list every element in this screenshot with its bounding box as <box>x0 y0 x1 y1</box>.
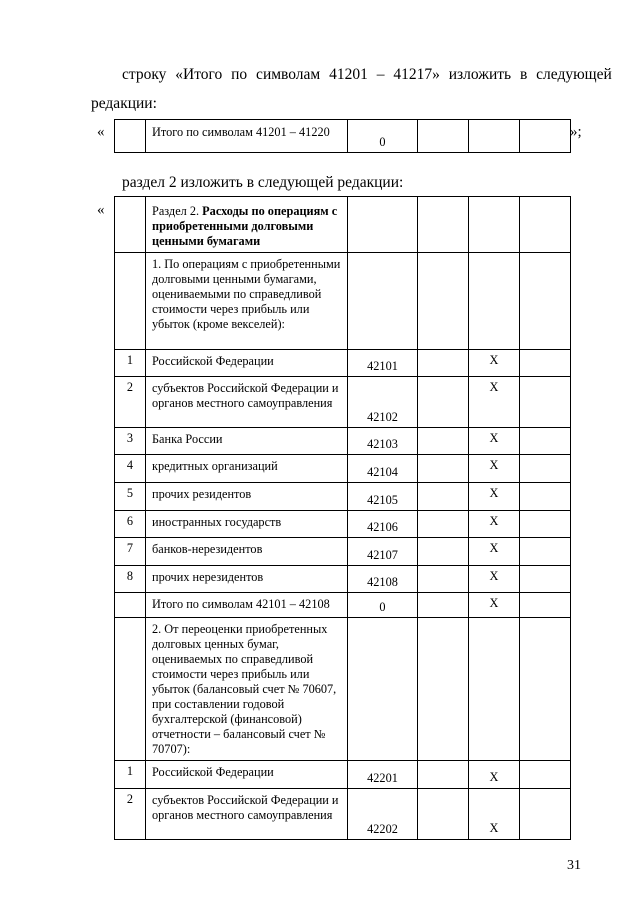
section-heading-prefix: Раздел 2. <box>152 204 203 218</box>
row-mark: X <box>469 761 520 789</box>
row-name: кредитных организаций <box>146 455 348 483</box>
table-cell <box>418 483 469 511</box>
section2-table <box>114 196 571 840</box>
table-cell <box>520 566 571 593</box>
table-cell <box>418 253 469 350</box>
table-row <box>115 483 571 511</box>
row-number: 6 <box>115 511 146 538</box>
row-number: 5 <box>115 483 146 511</box>
page-number: 31 <box>567 858 581 873</box>
table-cell <box>418 455 469 483</box>
row-code: 42107 <box>348 538 418 566</box>
table-cell <box>348 197 418 253</box>
row-mark: X <box>469 455 520 483</box>
table-cell <box>418 566 469 593</box>
row-code: 42105 <box>348 483 418 511</box>
row-mark: X <box>469 377 520 428</box>
row-name: иностранных государств <box>146 511 348 538</box>
table-row <box>115 428 571 455</box>
table-row <box>115 538 571 566</box>
table-cell <box>469 197 520 253</box>
row-number: 7 <box>115 538 146 566</box>
row-mark: X <box>469 350 520 377</box>
row-name: банков-нерезидентов <box>146 538 348 566</box>
table-cell <box>520 377 571 428</box>
table-cell <box>520 593 571 618</box>
close-quote-1: »; <box>570 124 582 140</box>
group-1-total-mark: X <box>469 593 520 618</box>
table-cell <box>520 197 571 253</box>
table-cell <box>418 120 469 153</box>
table-cell <box>520 350 571 377</box>
table-cell <box>520 618 571 761</box>
total-label: Итого по символам 41201 – 41220 <box>146 120 348 153</box>
table-row <box>115 377 571 428</box>
row-number: 4 <box>115 455 146 483</box>
row-code: 42102 <box>348 377 418 428</box>
intro-line-2: редакции: <box>91 95 157 112</box>
row-code: 42201 <box>348 761 418 789</box>
table-cell <box>520 511 571 538</box>
row-name: прочих нерезидентов <box>146 566 348 593</box>
table-cell <box>469 253 520 350</box>
row-name: Российской Федерации <box>146 350 348 377</box>
row-mark: X <box>469 428 520 455</box>
table-cell <box>418 789 469 840</box>
row-mark: X <box>469 789 520 840</box>
table-cell <box>520 483 571 511</box>
table-cell <box>418 511 469 538</box>
open-quote-2: « <box>97 202 105 218</box>
row-name: Российской Федерации <box>146 761 348 789</box>
table-cell <box>348 253 418 350</box>
row-mark: X <box>469 538 520 566</box>
row-code: 42104 <box>348 455 418 483</box>
table-cell <box>348 618 418 761</box>
table-row <box>115 197 571 253</box>
row-mark: X <box>469 566 520 593</box>
table-cell <box>520 455 571 483</box>
row-code: 42103 <box>348 428 418 455</box>
row-number: 2 <box>115 377 146 428</box>
table-row <box>115 593 571 618</box>
table-row <box>115 511 571 538</box>
intro-line-1: строку «Итого по символам 41201 – 41217» изложить в следующей <box>122 66 612 83</box>
section-heading <box>146 197 348 253</box>
table-row <box>115 761 571 789</box>
table-cell <box>115 593 146 618</box>
table-cell <box>520 789 571 840</box>
table-cell <box>115 618 146 761</box>
table-cell <box>520 761 571 789</box>
row-number: 1 <box>115 761 146 789</box>
table-cell <box>520 253 571 350</box>
row-name: субъектов Российской Федерации и органов местного самоуправления <box>146 789 348 840</box>
table-cell <box>418 761 469 789</box>
table-cell <box>115 197 146 253</box>
table-row <box>115 253 571 350</box>
row-code: 42108 <box>348 566 418 593</box>
table-cell <box>520 120 571 153</box>
row-mark: X <box>469 483 520 511</box>
table-cell <box>115 120 146 153</box>
table-cell <box>418 538 469 566</box>
table-row <box>115 789 571 840</box>
table-row <box>115 566 571 593</box>
table-cell <box>418 593 469 618</box>
table-cell <box>418 428 469 455</box>
table-cell <box>418 618 469 761</box>
group-1-total-label: Итого по символам 42101 – 42108 <box>146 593 348 618</box>
row-code: 42106 <box>348 511 418 538</box>
table-cell <box>520 428 571 455</box>
row-number: 1 <box>115 350 146 377</box>
group-2-title: 2. От переоценки приобретенных долговых ценных бумаг, оцениваемых по справедливой стоимости через прибыль или убыток (балансовый счет № 70607, при составлении годовой бухгалтерской (финансовой) отчетности – балансовый счет № 70707): <box>146 618 348 761</box>
row-name: прочих резидентов <box>146 483 348 511</box>
section-heading-bold: Расходы по операциям с приобретенными долговыми ценными бумагами <box>152 204 338 248</box>
total-code: 0 <box>348 120 418 153</box>
table-cell <box>418 377 469 428</box>
row-code: 42202 <box>348 789 418 840</box>
table-cell <box>469 618 520 761</box>
row-number: 8 <box>115 566 146 593</box>
table-cell <box>115 253 146 350</box>
amendment-table-1 <box>114 119 571 153</box>
row-mark: X <box>469 511 520 538</box>
row-name: субъектов Российской Федерации и органов местного самоуправления <box>146 377 348 428</box>
table-cell <box>520 538 571 566</box>
open-quote-1: « <box>97 124 105 140</box>
table-cell <box>469 120 520 153</box>
table-cell <box>418 350 469 377</box>
row-code: 42101 <box>348 350 418 377</box>
table-row <box>115 120 571 153</box>
row-number: 2 <box>115 789 146 840</box>
table-row <box>115 350 571 377</box>
section-intro: раздел 2 изложить в следующей редакции: <box>122 174 404 191</box>
group-1-title: 1. По операциям с приобретенными долговыми ценными бумагами, оцениваемыми по справедливой стоимости через прибыль или убыток (кроме векселей): <box>146 253 348 350</box>
table-row <box>115 618 571 761</box>
table-row <box>115 455 571 483</box>
group-1-total-code: 0 <box>348 593 418 618</box>
table-cell <box>418 197 469 253</box>
row-number: 3 <box>115 428 146 455</box>
row-name: Банка России <box>146 428 348 455</box>
